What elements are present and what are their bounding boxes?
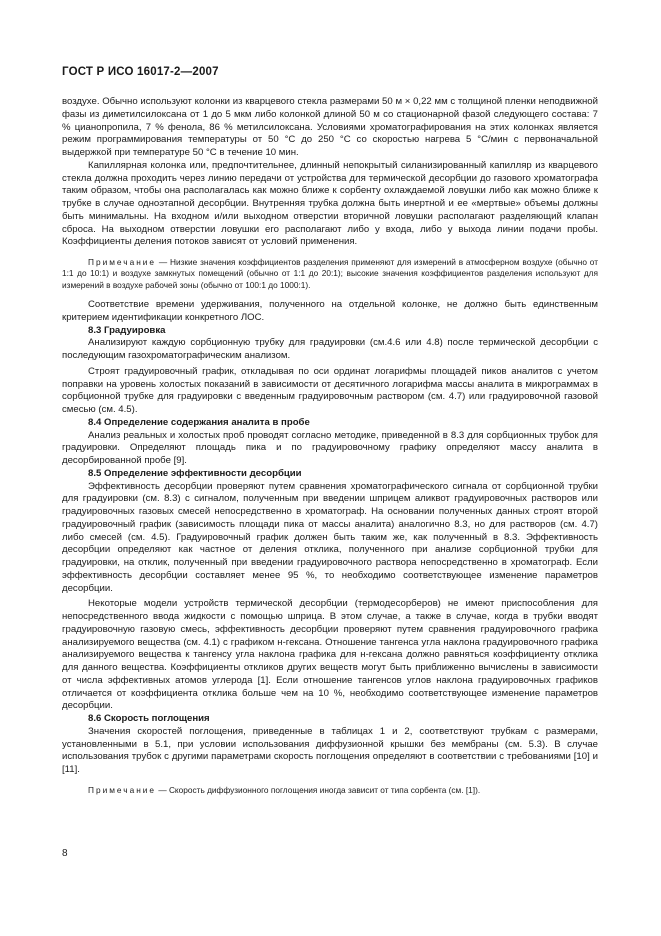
section-heading: 8.5 Определение эффективности десорбции (88, 467, 302, 479)
paragraph: Строят градуировочный график, откладывая по оси ординат логарифмы площадей пиков аналитов с учетом поправки на уровень холостых показаний в зависимости от десятичного логарифма массы аналита в микрограммах в сорбционной трубке для градуировки с введенным градуировочным раствором (см. 4.7) или градуировочной газовой смесью (см. 4.5). (62, 365, 598, 416)
paragraph: Некоторые модели устройств термической десорбции (термодесорберов) не имеют приспособления для непосредственного ввода жидкости с помощью шприца. В этом случае, а также в случае, когда в трубки вводят градуировочную газовую смесь, эффективность десорбции проверяют путем сравнения градуировочного графика анализируемого вещества (см. 4.1) с графиком н-гексана. Отношение тангенса угла наклона градуировочного графика анализируемого вещества к тангенсу угла наклона графика для н-гексана должно равняться коэффициенту отклика для данного вещества. Коэффициенты откликов других веществ могут быть приближенно вычислены в зависимости от числа эффективных атомов углерода [1]. Если отношение тангенсов углов наклона градуировочных графиков отличается от коэффициента отклика больше чем на 10 %, необходимо соответствующее изменение параметров десорбции. (62, 598, 598, 712)
paragraph: Соответствие времени удерживания, полученного на отдельной колонке, не должно быть единственным критерием идентификации конкретного ЛОС. (62, 299, 598, 323)
note-text: — Низкие значения коэффициентов разделения применяют для измерений в атмосферном воздухе (обычно от 1:1 до 10:1) и воздухе замкнутых помещений (обычно от 1:1 до 20:1); высокие значения коэффициентов разделения используют для измерений в воздухе рабочей зоны (обычно от 100:1 до 1000:1). (62, 257, 598, 290)
page-number: 8 (62, 848, 68, 859)
note (62, 257, 598, 291)
section-heading: 8.3 Градуировка (88, 324, 166, 336)
paragraph: Анализируют каждую сорбционную трубку для градуировки (см.4.6 или 4.8) после термической десорбции с последующим газохроматографическим анализом. (62, 337, 598, 362)
note-label: Примечание (88, 784, 157, 795)
paragraph: Капиллярная колонка или, предпочтительнее, длинный непокрытый силанизированный капилляр из кварцевого стекла должна проходить через линию передачи от устройства для термической десорбции до газового хроматографа таким образом, чтобы она располагалась как можно ближе к сорбенту охлаждаемой ловушки либо как можно ближе к трубке в случае одноэтапной десорбции. Внутренняя трубка должна быть инертной и ее «мертвые» объемы должны быть минимальны. На входном и/или выходном отверстии вторичной ловушки располагают разделяющий клапан сброса. На выходном отверстии ловушки его располагают либо у входа, либо у выхода линии подачи пробы. Коэффициенты деления потоков зависят от условий применения. (62, 159, 598, 248)
section-heading: 8.6 Скорость поглощения (88, 713, 210, 725)
section-heading: 8.4 Определение содержания аналита в пробе (88, 416, 310, 428)
note (62, 785, 598, 796)
paragraph: воздухе. Обычно используют колонки из кварцевого стекла размерами 50 м × 0,22 мм с толщиной пленки неподвижной фазы из диметилсилоксана от 1 до 5 мкм либо колонкой длиной 50 м со стационарной фазой следующего состава: 7 % цианопропила, 7 % фенола, 86 % метилсилоксана. Условиями хроматографирования на этих колонках является режим программирования температуры от 50 °С до 250 °С со скоростью нагрева 5 °С/мин с первоначальной выдержкой при температуре 50 °С в течение 10 мин. (62, 96, 598, 158)
note-label: Примечание (88, 257, 157, 267)
document-header: ГОСТ Р ИСО 16017-2—2007 (62, 66, 219, 78)
document-body (62, 96, 598, 796)
paragraph: Эффективность десорбции проверяют путем сравнения хроматографического сигнала от сорбционной трубки для градуировки (см. 8.3) с сигналом, полученным при введении шприцем аликвот градуировочных растворов или градуировочных газовых смесей непосредственно в хроматограф. На основании полученных данных строят второй градуировочный график (зависимость площади пика от массы аналита) аналогично 8.3, но для растворов (см. 4.7) либо смесей (см. 4.5). Градуировочный график должен быть таким же, как полученный в 8.3. Эффективность десорбции определяют как частное от деления отклика, полученного при анализе сорбционной трубки для градуировки, на отклик, полученный при введении градуировочного раствора непосредственно в хроматограф. Если эффективность десорбции составляет менее 95 %, то необходимо соответствующее изменение параметров десорбции. (62, 480, 598, 594)
paragraph: Анализ реальных и холостых проб проводят согласно методике, приведенной в 8.3 для сорбционных трубок для градуировки. Определяют площадь пика и по градуировочному графику определяют массу аналита в десорбированной пробе [9]. (62, 429, 598, 467)
paragraph: Значения скоростей поглощения, приведенные в таблицах 1 и 2, соответствуют трубкам с размерами, установленными в 5.1, при условии использования диффузионной крышки без мембраны (см. 5.3). В случае использования трубок с другими параметрами скорость поглощения определяют в соответствии с требованиями [10] и [11]. (62, 725, 598, 776)
note-text: — Скорость диффузионного поглощения иногда зависит от типа сорбента (см. [1]). (156, 784, 481, 795)
